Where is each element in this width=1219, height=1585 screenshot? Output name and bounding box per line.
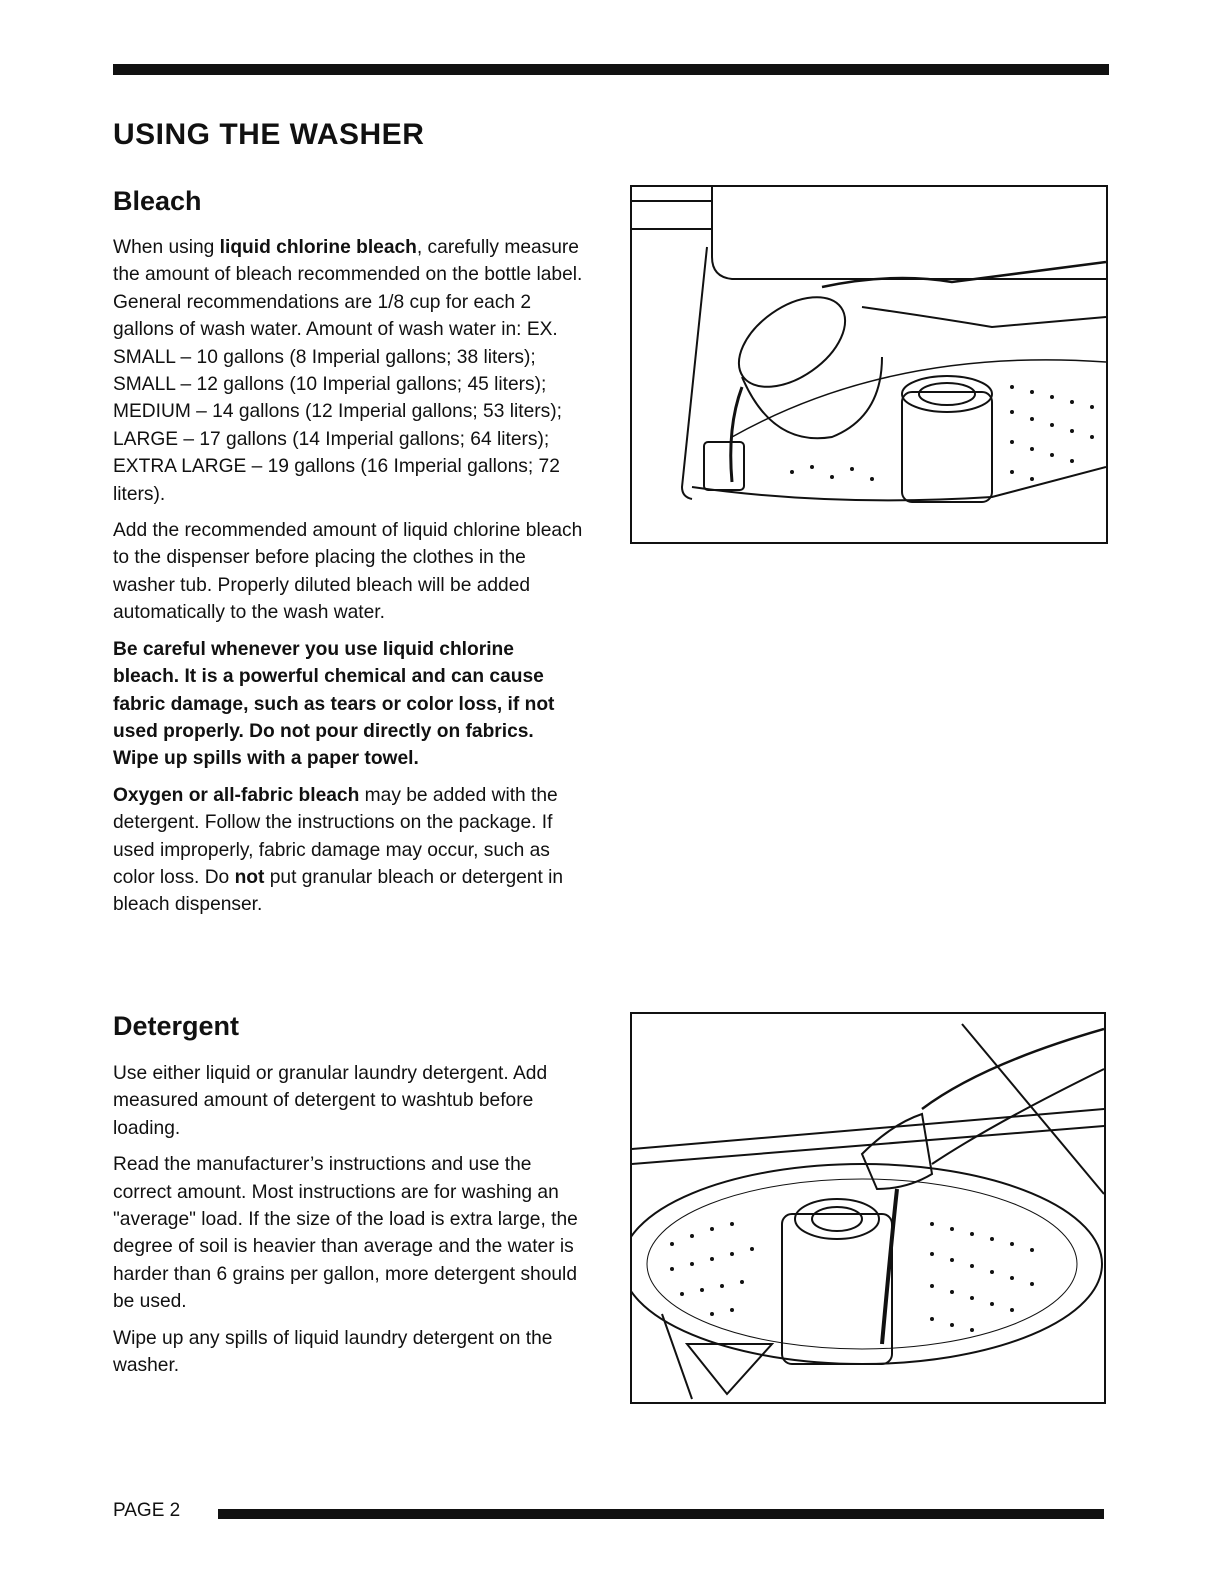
tub-perforations: [790, 385, 1094, 481]
bleach-p1-text: When using: [113, 237, 220, 258]
bleach-p1-text-rest: , carefully measure the amount of bleach recommended on the bottle label. General recommendations are 1/8 cup for each 2 gallons of wash water. Amount of wash water in: EX. SMALL – 10 gallons (8 Imperial gallons; 38 liters); SMALL – 12 gallons (10 Imperial gallons; 45 liters); MEDIUM – 14 gallons (12 Imperial gallons; 53 liters); LARGE – 17 gallons (14 Imperial gallons; 64 liters); EXTRA LARGE – 19 gallons (16 Imperial gallons; 72 liters).: [113, 237, 583, 505]
bottom-rule: [218, 1509, 1104, 1519]
detergent-pouring-illustration: [630, 1012, 1106, 1404]
bleach-p4-text: may be added with the detergent. Follow the instructions on the package. If used improperly, fabric damage may occur, such as color loss. Do: [113, 784, 558, 888]
top-rule: [113, 64, 1109, 75]
bleach-pouring-drawing: [632, 187, 1106, 542]
bleach-pouring-illustration: [630, 185, 1108, 544]
bleach-body: [113, 234, 583, 928]
bleach-heading: Bleach: [113, 186, 202, 216]
bleach-paragraph-2: Add the recommended amount of liquid chlorine bleach to the dispenser before placing the clothes in the washer tub. Properly diluted bleach will be added automatically to the wash water.: [113, 520, 583, 624]
bleach-p4-bold: Oxygen or all-fabric bleach: [113, 784, 360, 806]
bleach-p4-not: not: [234, 866, 265, 888]
bleach-p1-bold: liquid chlorine bleach: [219, 237, 417, 258]
page-number: PAGE 2: [113, 1500, 181, 1521]
page-title: USING THE WASHER: [113, 118, 425, 151]
detergent-heading: Detergent: [113, 1011, 240, 1041]
bleach-p4-text-rest: put granular bleach or detergent in bleach dispenser.: [113, 866, 564, 916]
detergent-paragraph-1: Use either liquid or granular laundry detergent. Add measured amount of detergent to washtub before loading.: [113, 1063, 548, 1139]
bleach-paragraph-4: [113, 782, 583, 919]
detergent-paragraph-3: Wipe up any spills of liquid laundry detergent on the washer.: [113, 1327, 553, 1377]
bleach-paragraph-1: [113, 234, 583, 508]
detergent-body: [113, 1060, 583, 1388]
bleach-warning: Be careful whenever you use liquid chlorine bleach. It is a powerful chemical and can cause fabric damage, such as tears or color loss, if not used properly. Do not pour directly on fabrics. Wipe up spills with a paper towel.: [113, 638, 555, 770]
detergent-pouring-drawing: [632, 1014, 1104, 1402]
detergent-paragraph-2: Read the manufacturer’s instructions and use the correct amount. Most instructions are for washing an "average" load. If the size of the load is extra large, the degree of soil is heavier than average and the water is harder than 6 grains per gallon, more detergent should be used.: [113, 1154, 578, 1313]
